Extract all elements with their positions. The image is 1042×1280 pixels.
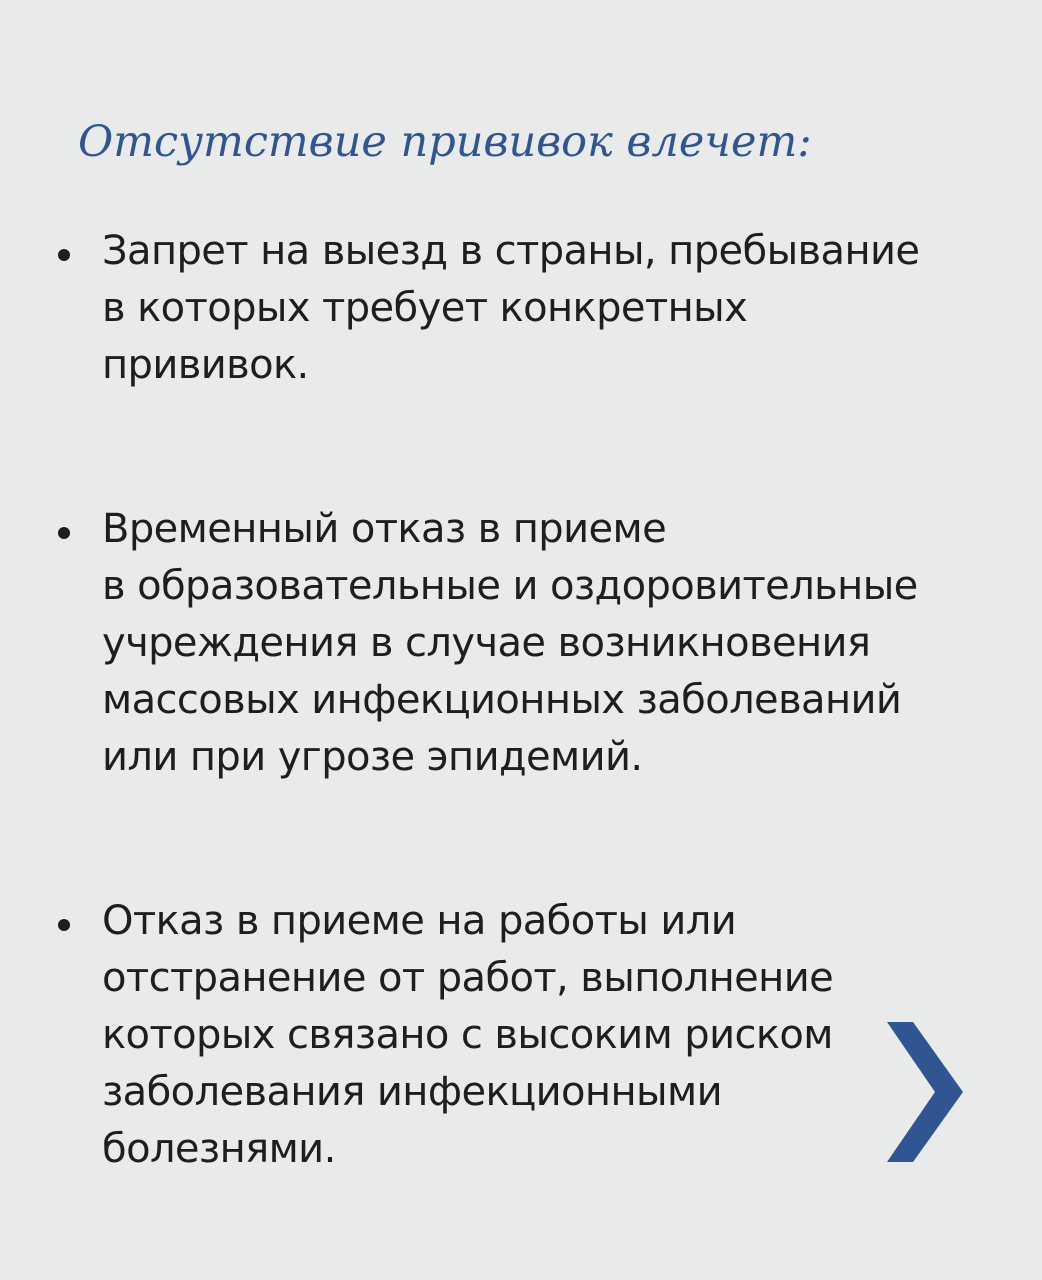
list-item-line: отстранение от работ, выполнение	[102, 955, 834, 1001]
list-item-line: в образовательные и оздоровительные	[102, 563, 918, 609]
list-item-line: учреждения в случае возникновения	[102, 620, 871, 666]
list-item	[58, 223, 1018, 394]
list-item-line: которых связано с высоким риском	[102, 1012, 833, 1058]
chevron-shape	[887, 1022, 963, 1162]
list-item-line: Отказ в приеме на работы или	[102, 898, 737, 944]
list-item-line: прививок.	[102, 342, 309, 388]
list-item	[58, 501, 1018, 786]
list-item	[58, 893, 1018, 1178]
list-item-line: Запрет на выезд в страны, пребывание	[102, 228, 920, 274]
bullet-icon	[58, 249, 70, 261]
list-item-line: массовых инфекционных заболеваний	[102, 677, 902, 723]
list-item-line: заболевания инфекционными	[102, 1069, 722, 1115]
list-item-line: Временный отказ в приеме	[102, 506, 667, 552]
slide-title: Отсутствие прививок влечет:	[78, 117, 812, 167]
list-item-line: болезнями.	[102, 1126, 336, 1172]
consequences-list	[58, 223, 1018, 1178]
list-item-line: или при угрозе эпидемий.	[102, 734, 643, 780]
bullet-icon	[58, 919, 70, 931]
chevron-right-icon[interactable]	[885, 1022, 965, 1162]
bullet-icon	[58, 527, 70, 539]
list-item-line: в которых требует конкретных	[102, 285, 748, 331]
